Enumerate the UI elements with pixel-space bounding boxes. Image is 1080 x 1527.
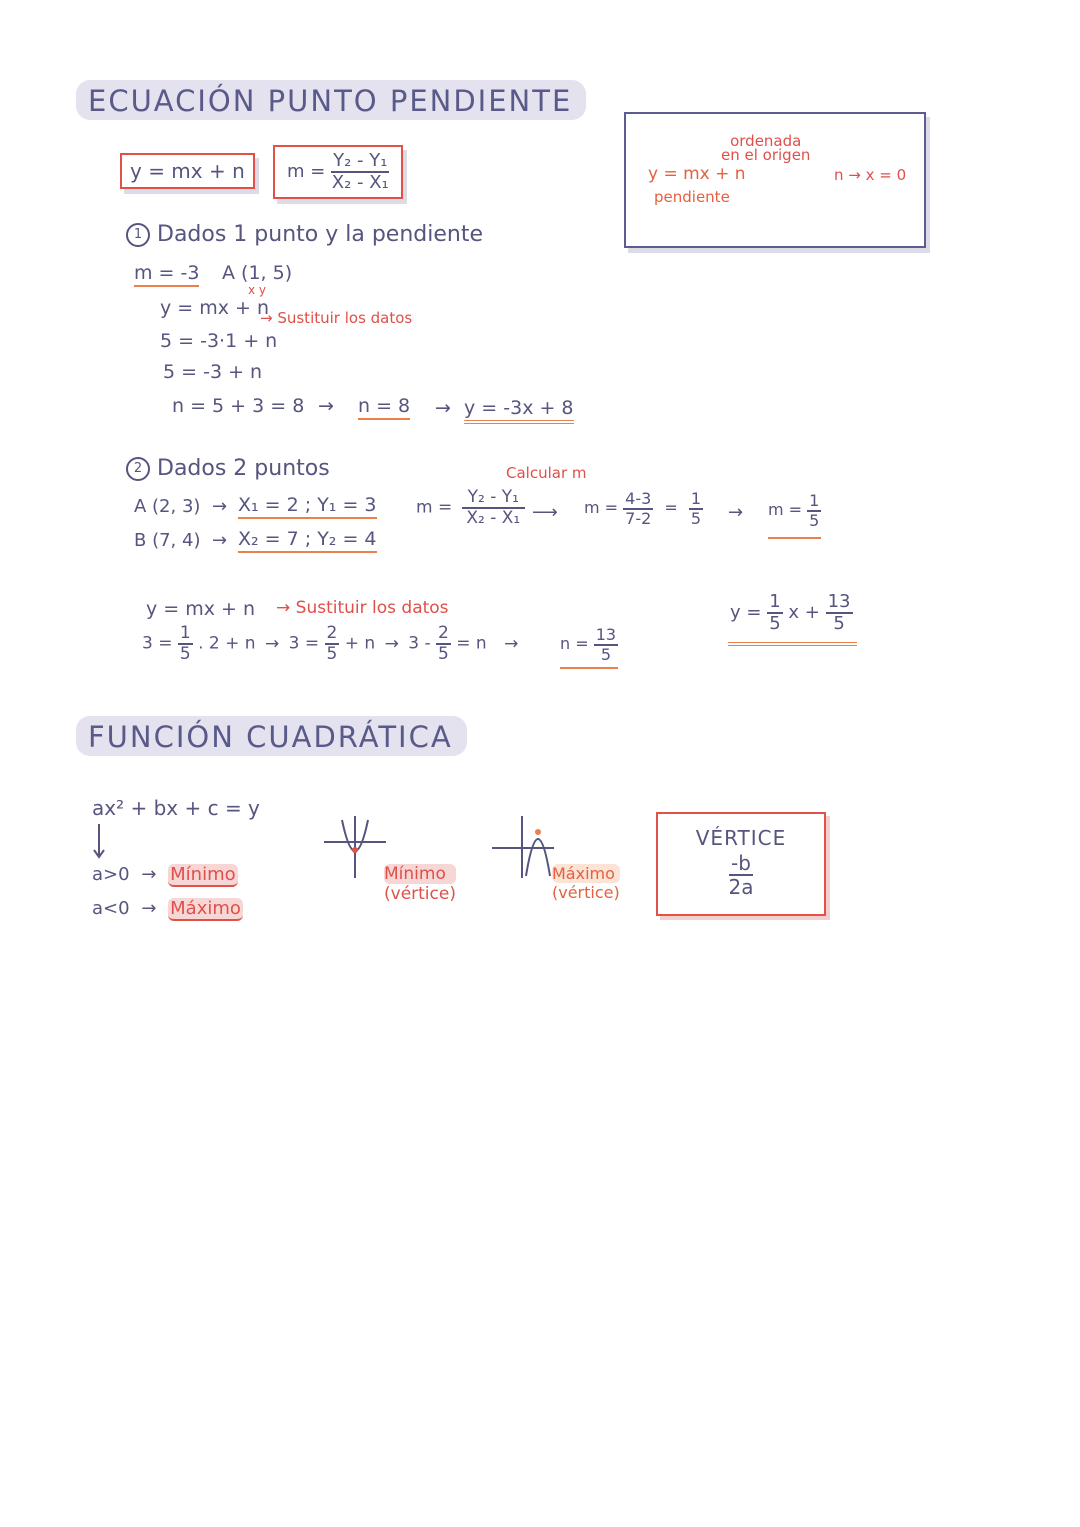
maximo-label: Máximo (170, 898, 241, 919)
case2-pointB: B (7, 4) (134, 530, 201, 551)
sub-frac3-num: 2 (438, 623, 449, 643)
case1-heading-text: Dados 1 punto y la pendiente (157, 222, 483, 247)
min-vertex-title: Mínimo (384, 864, 456, 884)
vertex-num: -b (729, 852, 754, 876)
sub-frac1-num: 1 (179, 623, 191, 643)
case2-n-den: 5 (600, 644, 611, 664)
case2-number: 2 (126, 457, 150, 481)
sub-b: . 2 + n (198, 633, 256, 654)
case1-step3: 5 = -3 + n (163, 361, 263, 383)
arrow-A: → (212, 496, 228, 517)
case1-step4: n = 5 + 3 = 8 (172, 395, 305, 417)
case2-m-result (768, 492, 821, 539)
slope-formula-box (273, 145, 403, 199)
case2-m-num: Y₂ - Y₁ (462, 488, 525, 509)
calcular-m-label: Calcular m (506, 464, 587, 482)
case2-n-label: n = (560, 634, 589, 654)
sub-d: + n (344, 633, 376, 654)
final-frac2-num: 13 (827, 591, 851, 612)
info-equation: y = mx + n (648, 164, 746, 184)
arrow-m: ⟶ (532, 502, 558, 523)
sub-frac2-den: 5 (326, 643, 338, 664)
case1-substitute: → Sustituir los datos (260, 309, 413, 327)
sub-frac3 (436, 624, 451, 663)
sub-c: 3 = (288, 633, 320, 654)
case1-m-given: m = -3 (134, 262, 199, 287)
case2-m-calc-num: 4-3 (625, 489, 652, 508)
case2-m-result-label: m = (768, 500, 803, 520)
case2-m-den: X₂ - X₁ (466, 507, 521, 528)
slope-fraction (331, 151, 389, 193)
case2-m-calc-label: m = (584, 498, 619, 518)
case2-m-result-den: 5 (809, 510, 820, 530)
vertex-den: 2a (728, 875, 754, 899)
general-equation-box (120, 153, 255, 189)
a-negative-row (92, 898, 243, 919)
case2-eq: = (664, 498, 678, 518)
max-vertex-sub: (vértice) (552, 883, 620, 902)
n-note: n → x = 0 (834, 166, 907, 184)
arrow-s2: → (384, 633, 399, 654)
arrow-apos: → (141, 864, 157, 885)
final-frac1-num: 1 (769, 591, 781, 612)
final-y: y = (730, 601, 762, 623)
case2-sub-step: y = mx + n (146, 598, 256, 620)
vertex-title: VÉRTICE (695, 826, 787, 850)
section-title-cuadratica: FUNCIÓN CUADRÁTICA (76, 716, 467, 756)
case2-m-calc-fraction (623, 490, 653, 527)
final-frac2-den: 5 (833, 612, 845, 634)
case1-point-labels: x y (248, 283, 267, 297)
ordenada-line2: en el origen (721, 146, 811, 164)
min-vertex-sub: (vértice) (384, 884, 456, 904)
final-x: x + (788, 601, 820, 623)
case1-heading (126, 222, 483, 247)
case2-m-result-fraction (807, 492, 821, 529)
case2-heading (126, 456, 330, 481)
a-positive: a>0 (92, 864, 130, 885)
pendiente-label: pendiente (654, 188, 730, 206)
case1-result-equation: y = -3x + 8 (464, 397, 574, 424)
arrow-B: → (212, 530, 228, 551)
sub-frac1 (178, 624, 193, 663)
final-frac1-den: 5 (769, 612, 781, 634)
vertex-fraction (729, 852, 754, 898)
minimo-label: Mínimo (170, 864, 236, 885)
case2-m-result-num: 1 (809, 491, 820, 510)
case2-n-result (560, 626, 618, 669)
case2-heading-text: Dados 2 puntos (157, 456, 330, 481)
arrow-s3: → (504, 633, 519, 654)
case2-one-fifth (689, 490, 703, 527)
case2-pointB-values: X₂ = 7 ; Y₂ = 4 (238, 528, 377, 553)
case2-final-equation (728, 592, 857, 646)
final-frac2 (826, 592, 853, 634)
min-vertex-label (384, 864, 456, 904)
case2-m-calc (584, 490, 703, 527)
slope-m-label: m = (287, 160, 326, 182)
arrow-2: → (435, 397, 451, 419)
vertex-box (656, 812, 826, 916)
arrow-s1: → (264, 633, 280, 654)
case2-five: 5 (690, 508, 702, 528)
a-positive-row (92, 864, 238, 885)
case1-point: A (1, 5) (222, 262, 293, 284)
sub-e: 3 - (408, 633, 431, 654)
case2-n-fraction (594, 626, 618, 663)
parabola-up-icon (320, 812, 390, 882)
final-frac1 (767, 592, 782, 634)
case2-pointA: A (2, 3) (134, 496, 201, 517)
ordenada-line1: ordenada (730, 132, 802, 150)
max-vertex-label (552, 864, 620, 902)
case2-pointA-values: X₁ = 2 ; Y₁ = 3 (238, 494, 377, 519)
case1-step2: 5 = -3·1 + n (160, 330, 278, 352)
case2-substitute: → Sustituir los datos (276, 598, 449, 618)
arrow-aneg: → (141, 898, 157, 919)
a-negative: a<0 (92, 898, 130, 919)
general-equation: y = mx + n (130, 159, 245, 183)
sub-frac2-num: 2 (326, 623, 338, 643)
sub-a: 3 = (142, 633, 173, 654)
down-arrow-icon (92, 822, 106, 862)
sub-frac1-den: 5 (179, 643, 191, 664)
slope-denominator: X₂ - X₁ (331, 171, 389, 193)
case2-substitute-text: Sustituir los datos (295, 598, 449, 618)
case2-m-label: m = (416, 497, 453, 518)
case1-number: 1 (126, 223, 150, 247)
case1-substitute-text: Sustituir los datos (277, 309, 413, 327)
ordenada-label (721, 134, 810, 162)
sub-frac3-den: 5 (438, 643, 449, 664)
info-box (624, 112, 926, 248)
case2-substitution-line (142, 624, 530, 663)
arrow-m2: → (728, 502, 744, 523)
quadratic-general: ax² + bx + c = y (92, 796, 260, 820)
case1-result-n: n = 8 (358, 395, 410, 420)
parabola-down-icon (488, 812, 558, 882)
arrow-1: → (318, 395, 334, 417)
case2-m-calc-den: 7-2 (625, 508, 652, 528)
max-vertex-title: Máximo (552, 864, 620, 883)
slope-numerator: Y₂ - Y₁ (333, 150, 388, 171)
sub-f: = n (456, 633, 487, 654)
case2-n-num: 13 (595, 625, 617, 644)
case2-m-formula (416, 488, 525, 527)
case1-step1: y = mx + n (160, 297, 270, 319)
case2-m-fraction (462, 488, 525, 527)
sub-frac2 (325, 624, 340, 663)
section-title-punto-pendiente: ECUACIÓN PUNTO PENDIENTE (76, 80, 586, 120)
case2-one: 1 (690, 489, 702, 508)
